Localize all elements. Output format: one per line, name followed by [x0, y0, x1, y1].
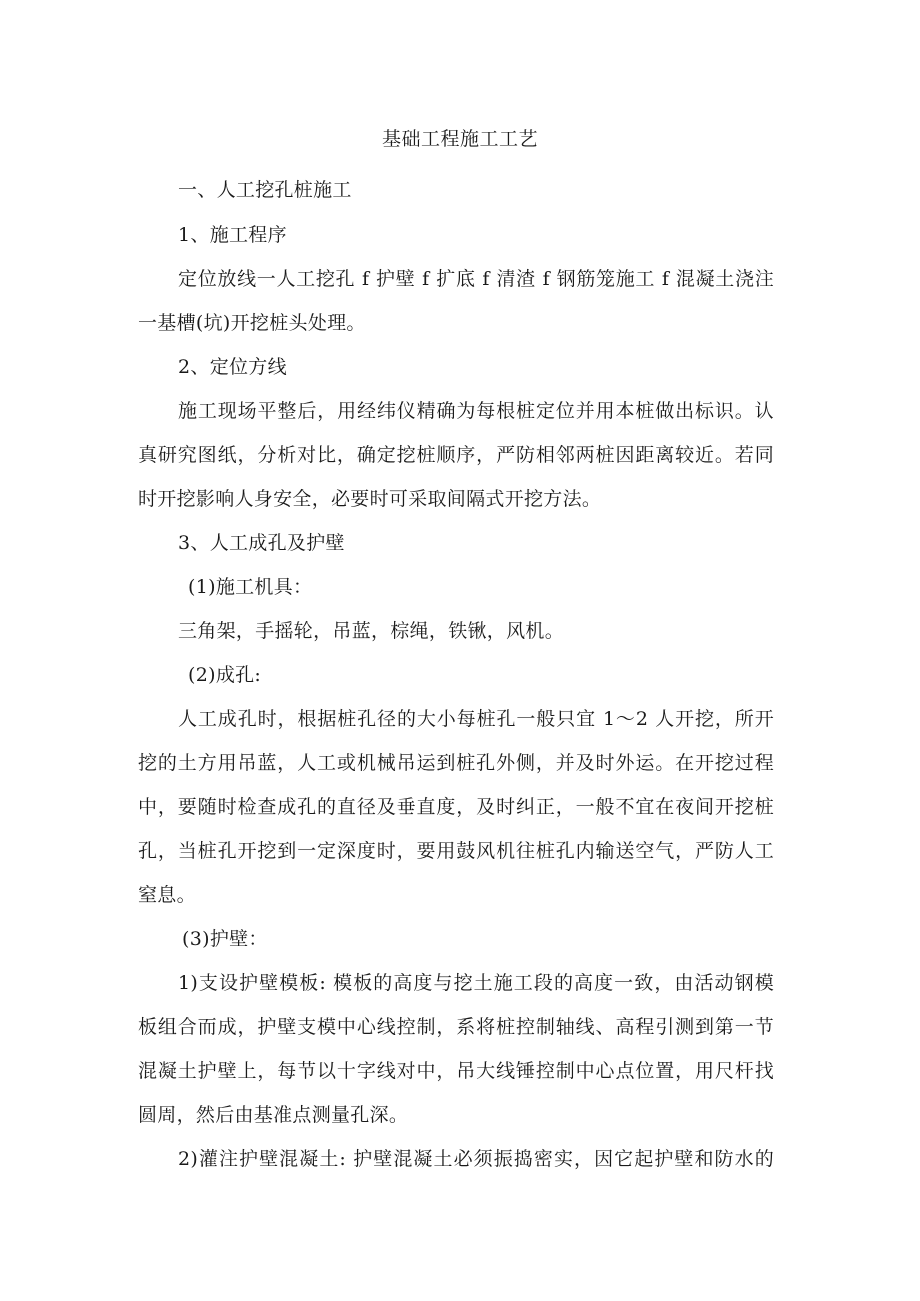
step-2-text-line: 真研究图纸，分析对比，确定挖桩顺序，严防相邻两桩因距离较近。若同 — [138, 444, 774, 466]
step-2-heading: 2、定位方线 — [178, 356, 287, 378]
tools-list: 三角架，手摇轮，吊蓝，棕绳，铁锹，风机。 — [178, 620, 565, 642]
wall-heading: (3)护壁： — [182, 928, 268, 950]
step-2-text-line: 施工现场平整后，用经纬仪精确为每根桩定位并用本桩做出标识。认 — [178, 400, 774, 422]
wall-text-line: 1)支设护壁模板: 模板的高度与挖土施工段的高度一致，由活动钢模 — [178, 972, 774, 994]
page-title: 基础工程施工工艺 — [381, 128, 538, 150]
hole-text-line: 中，要随时检查成孔的直径及垂直度，及时纠正，一般不宜在夜间开挖桩 — [138, 796, 774, 818]
wall-text-line: 2)灌注护壁混凝土: 护壁混凝土必须振捣密实，因它起护壁和防水的 — [178, 1148, 774, 1170]
step-1-heading: 1、施工程序 — [178, 224, 287, 246]
hole-text-line: 人工成孔时，根据桩孔径的大小每桩孔一般只宜 1～2 人开挖，所开 — [178, 708, 774, 730]
hole-text-line: 窒息。 — [138, 884, 196, 906]
step-2-text-line: 时开挖影响人身安全，必要时可采取间隔式开挖方法。 — [138, 488, 602, 510]
step-3-heading: 3、人工成孔及护壁 — [178, 532, 345, 554]
tools-heading: (1)施工机具： — [188, 576, 313, 598]
wall-text-line: 板组合而成，护壁支模中心线控制，系将桩控制轴线、高程引测到第一节 — [138, 1016, 774, 1038]
wall-text-line: 圆周，然后由基准点测量孔深。 — [138, 1104, 409, 1126]
step-1-text-line: 定位放线一人工挖孔 f 护壁 f 扩底 f 清渣 f 钢筋笼施工 f 混凝土浇注 — [178, 268, 774, 290]
wall-text-line: 混凝土护壁上，每节以十字线对中，吊大线锤控制中心点位置，用尺杆找 — [138, 1060, 774, 1082]
hole-text-line: 挖的土方用吊蓝，人工或机械吊运到桩孔外侧，并及时外运。在开挖过程 — [138, 752, 774, 774]
hole-text-line: 孔，当桩孔开挖到一定深度时，要用鼓风机往桩孔内输送空气，严防人工 — [138, 840, 774, 862]
hole-heading: (2)成孔: — [188, 664, 262, 686]
section-heading-1: 一、人工挖孔桩施工 — [178, 179, 352, 201]
step-1-text-line: 一基槽(坑)开挖桩头处理。 — [138, 312, 366, 334]
